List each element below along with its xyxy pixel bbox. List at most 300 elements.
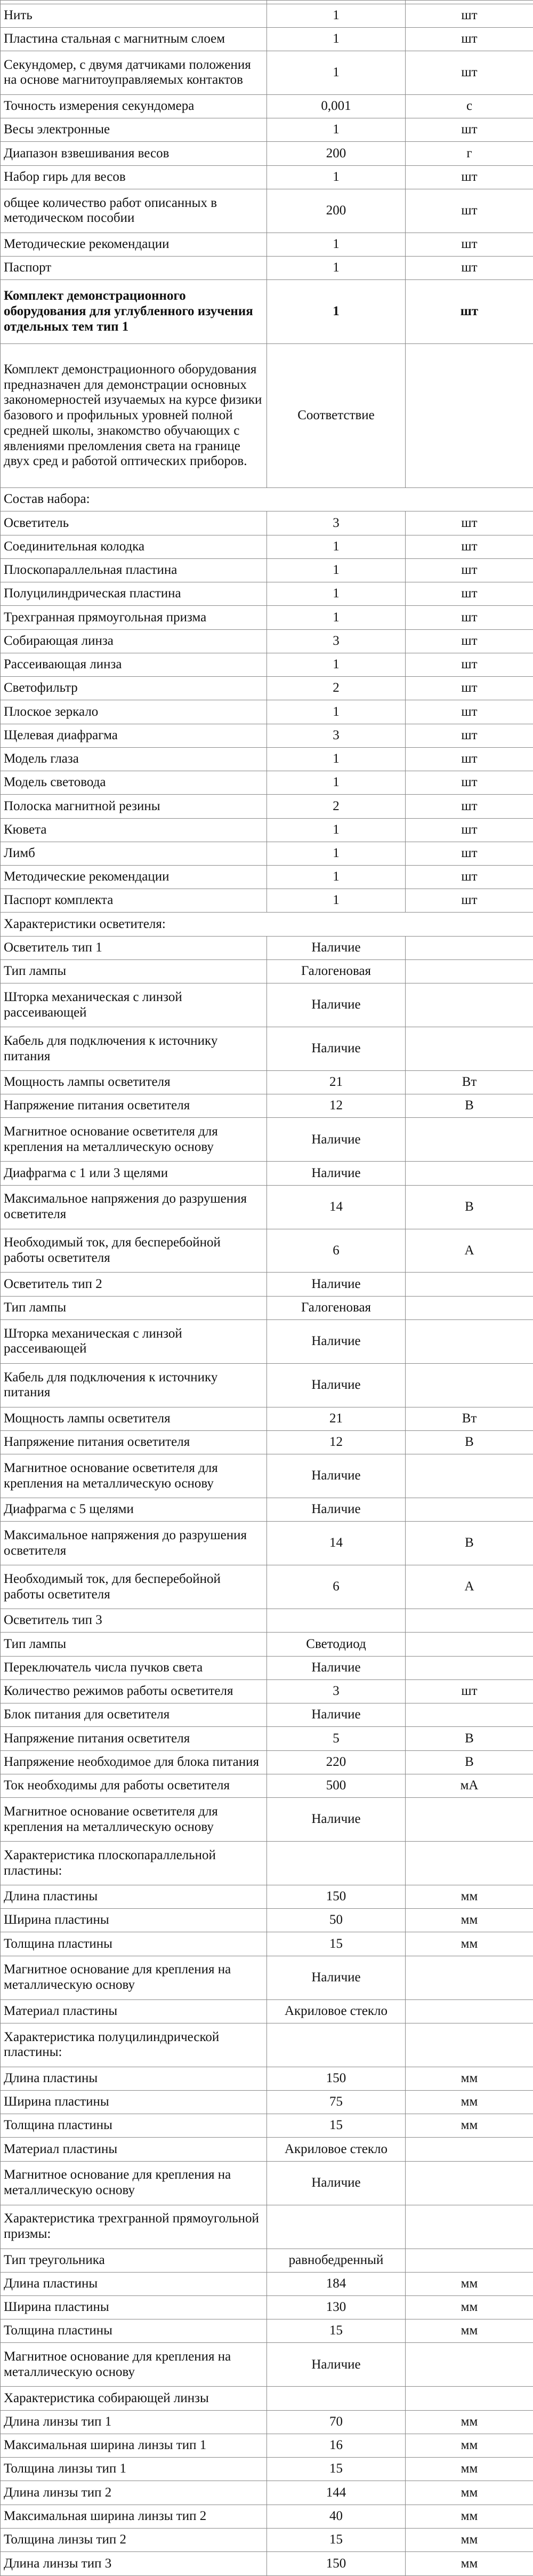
item-value-cell: 1	[267, 818, 406, 842]
item-name-cell: Магнитное основание осветителя для крепления на металлическую основу	[1, 1798, 267, 1842]
item-value-cell: Светодиод	[267, 1633, 406, 1656]
item-name-cell: Диафрагма с 1 или 3 щелями	[1, 1162, 267, 1185]
table-row	[1, 257, 533, 280]
item-unit-cell	[406, 1842, 533, 1885]
item-name-cell: Магнитное основание осветителя для крепления на металлическую основу	[1, 1118, 267, 1162]
table-row	[1, 1296, 533, 1319]
item-unit-cell: мм	[406, 2090, 533, 2114]
item-value-cell: Наличие	[267, 1798, 406, 1842]
item-name-cell: Соединительная колодка	[1, 535, 267, 558]
item-unit-cell	[406, 2161, 533, 2205]
item-unit-cell: мм	[406, 2319, 533, 2343]
item-unit-cell: шт	[406, 27, 533, 51]
section-header-row	[1, 488, 533, 511]
table-row	[1, 936, 533, 959]
item-value-cell: Наличие	[267, 2161, 406, 2205]
item-unit-cell	[406, 1798, 533, 1842]
item-value-cell: 1	[267, 51, 406, 95]
item-name-cell: Характеристика полуцилиндрической пластины:	[1, 2023, 267, 2067]
table-row	[1, 1932, 533, 1956]
table-row	[1, 1407, 533, 1430]
item-value-cell: 1	[267, 558, 406, 582]
table-row	[1, 2481, 533, 2505]
table-row	[1, 747, 533, 771]
table-row	[1, 1363, 533, 1407]
item-unit-cell: мм	[406, 2552, 533, 2576]
table-row	[1, 233, 533, 256]
table-row	[1, 2552, 533, 2576]
item-name-cell: Осветитель тип 3	[1, 1609, 267, 1633]
item-name-cell: Секундомер, с двумя датчиками положения на основе магнитоуправляемых контактов	[1, 51, 267, 95]
table-row	[1, 1454, 533, 1498]
item-name-cell: Комплект демонстрационного оборудования для углубленного изучения отдельных тем тип 1	[1, 280, 267, 344]
item-value-cell: Наличие	[267, 1319, 406, 1363]
item-value-cell: Наличие	[267, 2343, 406, 2387]
table-row	[1, 511, 533, 535]
item-name-cell: Толщина пластины	[1, 1932, 267, 1956]
item-name-cell: Магнитное основание для крепления на металлическую основу	[1, 1956, 267, 1999]
table-row	[1, 2458, 533, 2481]
item-name-cell: Паспорт	[1, 257, 267, 280]
table-row	[1, 142, 533, 165]
item-unit-cell: мм	[406, 2528, 533, 2551]
item-value-cell: Наличие	[267, 1454, 406, 1498]
item-unit-cell	[406, 1656, 533, 1679]
item-name-cell: Паспорт комплекта	[1, 889, 267, 913]
table-row	[1, 2249, 533, 2272]
table-row	[1, 4, 533, 27]
item-name-cell: Кабель для подключения к источнику питания	[1, 1027, 267, 1071]
table-row	[1, 1273, 533, 1296]
item-unit-cell	[406, 1027, 533, 1071]
item-value-cell: 1	[267, 606, 406, 629]
item-unit-cell	[406, 1363, 533, 1407]
section-header-cell: Состав набора:	[1, 488, 533, 511]
table-row	[1, 1750, 533, 1774]
table-row	[1, 2090, 533, 2114]
item-value-cell: Наличие	[267, 936, 406, 959]
table-row	[1, 2161, 533, 2205]
item-unit-cell: шт	[406, 558, 533, 582]
table-row	[1, 1909, 533, 1932]
item-name-cell: Тип лампы	[1, 1633, 267, 1656]
item-unit-cell	[406, 1118, 533, 1162]
item-name-cell: Длина пластины	[1, 2067, 267, 2090]
table-row	[1, 27, 533, 51]
table-row	[1, 2205, 533, 2249]
specification-table-body	[1, 1, 533, 2576]
table-row	[1, 2505, 533, 2528]
item-name-cell: Полоска магнитной резины	[1, 795, 267, 818]
table-row	[1, 1565, 533, 1609]
item-unit-cell	[406, 1162, 533, 1185]
item-value-cell: 15	[267, 2319, 406, 2343]
item-name-cell: Трехгранная прямоугольная призма	[1, 606, 267, 629]
item-unit-cell	[406, 1703, 533, 1727]
table-row	[1, 2343, 533, 2387]
item-unit-cell: шт	[406, 582, 533, 606]
item-value-cell: 15	[267, 2458, 406, 2481]
table-row	[1, 629, 533, 653]
item-unit-cell	[406, 343, 533, 487]
table-row	[1, 582, 533, 606]
item-unit-cell	[406, 2343, 533, 2387]
item-unit-cell	[406, 936, 533, 959]
item-unit-cell	[406, 1609, 533, 1633]
table-row	[1, 724, 533, 747]
item-unit-cell: шт	[406, 4, 533, 27]
item-value-cell: 1	[267, 653, 406, 676]
item-unit-cell: шт	[406, 165, 533, 189]
table-row	[1, 818, 533, 842]
section-header-cell: Характеристики осветителя:	[1, 913, 533, 936]
item-name-cell: Рассеивающая линза	[1, 653, 267, 676]
table-row	[1, 1071, 533, 1094]
item-value-cell: 500	[267, 1774, 406, 1797]
item-unit-cell: мм	[406, 2458, 533, 2481]
item-unit-cell	[406, 2138, 533, 2161]
item-name-cell: Шторка механическая с линзой рассеивающей	[1, 983, 267, 1027]
item-name-cell: Блок питания для осветителя	[1, 1703, 267, 1727]
item-value-cell: 3	[267, 1679, 406, 1703]
item-name-cell: Мощность лампы осветителя	[1, 1071, 267, 1094]
item-value-cell: 21	[267, 1407, 406, 1430]
item-value-cell: 1	[267, 865, 406, 889]
item-unit-cell: мм	[406, 1885, 533, 1908]
item-name-cell: Модель глаза	[1, 747, 267, 771]
item-name-cell: Набор гирь для весов	[1, 165, 267, 189]
item-unit-cell	[406, 959, 533, 983]
item-unit-cell: шт	[406, 535, 533, 558]
item-value-cell: 1	[267, 27, 406, 51]
item-name-cell: Толщина линзы тип 1	[1, 2458, 267, 2481]
item-name-cell: Длина линзы тип 2	[1, 2481, 267, 2505]
item-unit-cell: А	[406, 1229, 533, 1273]
item-unit-cell: мм	[406, 2481, 533, 2505]
item-value-cell: 21	[267, 1071, 406, 1094]
item-name-cell: Длина пластины	[1, 1885, 267, 1908]
item-name-cell: Напряжение питания осветителя	[1, 1094, 267, 1118]
table-row	[1, 1999, 533, 2023]
item-value-cell: 6	[267, 1565, 406, 1609]
item-unit-cell: шт	[406, 118, 533, 142]
item-value-cell: 200	[267, 189, 406, 233]
item-value-cell	[267, 2387, 406, 2410]
item-unit-cell: шт	[406, 257, 533, 280]
item-name-cell: Магнитное основание осветителя для крепления на металлическую основу	[1, 1454, 267, 1498]
item-value-cell: 15	[267, 1932, 406, 1956]
item-unit-cell	[406, 1956, 533, 1999]
item-name-cell: Характеристика плоскопараллельной пластины:	[1, 1842, 267, 1885]
item-name-cell: Характеристика собирающей линзы	[1, 2387, 267, 2410]
table-row	[1, 189, 533, 233]
table-row	[1, 1094, 533, 1118]
table-row	[1, 1162, 533, 1185]
item-value-cell: 3	[267, 629, 406, 653]
item-unit-cell: шт	[406, 51, 533, 95]
item-value-cell: Галогеновая	[267, 1296, 406, 1319]
section-header-row	[1, 913, 533, 936]
item-value-cell: Наличие	[267, 983, 406, 1027]
item-unit-cell	[406, 1454, 533, 1498]
table-row	[1, 2319, 533, 2343]
item-unit-cell: шт	[406, 677, 533, 700]
item-value-cell: 130	[267, 2296, 406, 2319]
table-row	[1, 1633, 533, 1656]
table-row	[1, 2410, 533, 2434]
item-value-cell: Наличие	[267, 1273, 406, 1296]
item-value-cell: 14	[267, 1185, 406, 1229]
item-value-cell: 1	[267, 582, 406, 606]
table-row	[1, 2387, 533, 2410]
item-unit-cell: шт	[406, 189, 533, 233]
item-name-cell: Ширина пластины	[1, 2296, 267, 2319]
table-row	[1, 1774, 533, 1797]
item-unit-cell: шт	[406, 795, 533, 818]
item-unit-cell: шт	[406, 818, 533, 842]
table-row	[1, 118, 533, 142]
item-unit-cell	[406, 2249, 533, 2272]
item-value-cell: 150	[267, 1885, 406, 1908]
table-row	[1, 1319, 533, 1363]
item-value-cell: Наличие	[267, 1363, 406, 1407]
item-name-cell: Модель световода	[1, 771, 267, 795]
table-row	[1, 2272, 533, 2295]
item-value-cell: 150	[267, 2067, 406, 2090]
item-name-cell: Кабель для подключения к источнику питания	[1, 1363, 267, 1407]
item-unit-cell: шт	[406, 1679, 533, 1703]
item-name-cell: Кювета	[1, 818, 267, 842]
item-name-cell: Максимальная ширина линзы тип 1	[1, 2434, 267, 2457]
item-name-cell: Максимальное напряжения до разрушения осветителя	[1, 1522, 267, 1565]
item-value-cell: 2	[267, 795, 406, 818]
item-unit-cell	[406, 1319, 533, 1363]
item-value-cell: Наличие	[267, 1027, 406, 1071]
item-name-cell: Толщина пластины	[1, 2114, 267, 2138]
table-row	[1, 842, 533, 865]
item-name-cell: Характеристика трехгранной прямоугольной призмы:	[1, 2205, 267, 2249]
item-name-cell: Комплект демонстрационного оборудования предназначен для демонстрации основных закономерностей изучаемых на курсе физики базового и профильных уровней полной средней школы, знакомство обучающих с явлениями преломления света на границе двух сред и работой оптических приборов.	[1, 343, 267, 487]
item-unit-cell: мм	[406, 2114, 533, 2138]
item-unit-cell: мм	[406, 1909, 533, 1932]
item-name-cell: Необходимый ток, для бесперебойной работы осветителя	[1, 1229, 267, 1273]
item-name-cell: Напряжение питания осветителя	[1, 1431, 267, 1454]
item-value-cell: Акриловое стекло	[267, 1999, 406, 2023]
item-value-cell	[267, 1842, 406, 1885]
item-value-cell: Наличие	[267, 1498, 406, 1522]
item-name-cell: Переключатель числа пучков света	[1, 1656, 267, 1679]
item-value-cell: 15	[267, 2114, 406, 2138]
item-name-cell: Длина линзы тип 1	[1, 2410, 267, 2434]
table-row	[1, 1798, 533, 1842]
item-name-cell: Светофильтр	[1, 677, 267, 700]
table-row	[1, 343, 533, 487]
table-row	[1, 1842, 533, 1885]
item-value-cell: Акриловое стекло	[267, 2138, 406, 2161]
table-row	[1, 606, 533, 629]
item-value-cell: 70	[267, 2410, 406, 2434]
item-unit-cell: мА	[406, 1774, 533, 1797]
item-value-cell: 144	[267, 2481, 406, 2505]
item-value-cell: 1	[267, 165, 406, 189]
table-row	[1, 535, 533, 558]
item-unit-cell: Вт	[406, 1407, 533, 1430]
item-value-cell: Наличие	[267, 1656, 406, 1679]
item-name-cell: Максимальное напряжения до разрушения осветителя	[1, 1185, 267, 1229]
item-name-cell: Точность измерения секундомера	[1, 94, 267, 118]
item-unit-cell: шт	[406, 771, 533, 795]
table-row	[1, 1229, 533, 1273]
table-row	[1, 280, 533, 344]
item-value-cell: 1	[267, 747, 406, 771]
table-row	[1, 558, 533, 582]
item-value-cell: 150	[267, 2552, 406, 2576]
table-row	[1, 1498, 533, 1522]
table-row	[1, 700, 533, 724]
table-row	[1, 2434, 533, 2457]
item-value-cell: 1	[267, 257, 406, 280]
item-name-cell: Диафрагма с 5 щелями	[1, 1498, 267, 1522]
item-name-cell: Необходимый ток, для бесперебойной работы осветителя	[1, 1565, 267, 1609]
item-name-cell: Осветитель	[1, 511, 267, 535]
table-row	[1, 1185, 533, 1229]
table-row	[1, 2296, 533, 2319]
item-name-cell: Щелевая диафрагма	[1, 724, 267, 747]
item-unit-cell: В	[406, 1094, 533, 1118]
item-name-cell: Материал пластины	[1, 2138, 267, 2161]
item-unit-cell: шт	[406, 280, 533, 344]
item-name-cell: Длина пластины	[1, 2272, 267, 2295]
item-name-cell: Полуцилиндрическая пластина	[1, 582, 267, 606]
item-value-cell: равнобедренный	[267, 2249, 406, 2272]
item-value-cell: Наличие	[267, 1118, 406, 1162]
item-unit-cell: В	[406, 1750, 533, 1774]
item-name-cell: Тип лампы	[1, 1296, 267, 1319]
item-unit-cell: мм	[406, 2296, 533, 2319]
item-value-cell: 1	[267, 842, 406, 865]
table-row	[1, 1703, 533, 1727]
item-value-cell: Наличие	[267, 1703, 406, 1727]
item-unit-cell: мм	[406, 2434, 533, 2457]
item-name-cell: Осветитель тип 1	[1, 936, 267, 959]
item-value-cell: 40	[267, 2505, 406, 2528]
item-unit-cell	[406, 2205, 533, 2249]
item-name-cell: Плоское зеркало	[1, 700, 267, 724]
item-unit-cell	[406, 1273, 533, 1296]
item-name-cell: Плоскопараллельная пластина	[1, 558, 267, 582]
item-name-cell: Тип лампы	[1, 959, 267, 983]
item-value-cell: 2	[267, 677, 406, 700]
item-value-cell: 5	[267, 1727, 406, 1750]
item-unit-cell: В	[406, 1185, 533, 1229]
table-row	[1, 1118, 533, 1162]
item-value-cell: 12	[267, 1431, 406, 1454]
table-row	[1, 2528, 533, 2551]
table-row	[1, 865, 533, 889]
item-unit-cell: шт	[406, 233, 533, 256]
item-unit-cell	[406, 1999, 533, 2023]
item-value-cell: 1	[267, 700, 406, 724]
table-row	[1, 795, 533, 818]
item-name-cell: Ширина пластины	[1, 2090, 267, 2114]
item-value-cell: 0,001	[267, 94, 406, 118]
item-name-cell: Шторка механическая с линзой рассеивающей	[1, 1319, 267, 1363]
item-value-cell	[267, 2023, 406, 2067]
item-name-cell: Осветитель тип 2	[1, 1273, 267, 1296]
item-unit-cell: г	[406, 142, 533, 165]
table-row	[1, 1522, 533, 1565]
item-name-cell: Длина линзы тип 3	[1, 2552, 267, 2576]
table-row	[1, 51, 533, 95]
item-unit-cell	[406, 983, 533, 1027]
item-unit-cell: шт	[406, 700, 533, 724]
table-row	[1, 1956, 533, 1999]
table-row	[1, 653, 533, 676]
item-unit-cell	[406, 1498, 533, 1522]
item-unit-cell: шт	[406, 606, 533, 629]
item-unit-cell: В	[406, 1727, 533, 1750]
item-name-cell: Напряжение необходимое для блока питания	[1, 1750, 267, 1774]
item-unit-cell: шт	[406, 842, 533, 865]
item-value-cell: 1	[267, 233, 406, 256]
item-value-cell: 3	[267, 724, 406, 747]
item-unit-cell: с	[406, 94, 533, 118]
item-unit-cell: шт	[406, 889, 533, 913]
item-name-cell: Нить	[1, 4, 267, 27]
item-unit-cell: мм	[406, 2410, 533, 2434]
item-unit-cell: мм	[406, 2505, 533, 2528]
item-unit-cell: шт	[406, 747, 533, 771]
table-row	[1, 165, 533, 189]
table-row	[1, 771, 533, 795]
item-value-cell: 6	[267, 1229, 406, 1273]
item-unit-cell: шт	[406, 629, 533, 653]
item-name-cell: Собирающая линза	[1, 629, 267, 653]
item-unit-cell	[406, 1633, 533, 1656]
table-row	[1, 889, 533, 913]
table-row	[1, 983, 533, 1027]
item-name-cell: Максимальная ширина линзы тип 2	[1, 2505, 267, 2528]
item-unit-cell: В	[406, 1431, 533, 1454]
item-value-cell: Соответствие	[267, 343, 406, 487]
item-unit-cell: мм	[406, 1932, 533, 1956]
item-name-cell: Весы электронные	[1, 118, 267, 142]
item-value-cell: 15	[267, 2528, 406, 2551]
table-row	[1, 2138, 533, 2161]
table-row	[1, 1885, 533, 1908]
table-row	[1, 1609, 533, 1633]
item-name-cell: Тип треугольника	[1, 2249, 267, 2272]
table-row	[1, 94, 533, 118]
item-name-cell: Лимб	[1, 842, 267, 865]
item-name-cell: Количество режимов работы осветителя	[1, 1679, 267, 1703]
item-value-cell: 75	[267, 2090, 406, 2114]
item-name-cell: Методические рекомендации	[1, 865, 267, 889]
item-value-cell: 3	[267, 511, 406, 535]
item-name-cell: Мощность лампы осветителя	[1, 1407, 267, 1430]
item-unit-cell	[406, 1296, 533, 1319]
item-value-cell: Наличие	[267, 1956, 406, 1999]
item-unit-cell: шт	[406, 511, 533, 535]
item-name-cell: Ток необходимы для работы осветителя	[1, 1774, 267, 1797]
item-name-cell: Диапазон взвешивания весов	[1, 142, 267, 165]
item-name-cell: Магнитное основание для крепления на металлическую основу	[1, 2161, 267, 2205]
item-value-cell: 1	[267, 4, 406, 27]
item-name-cell: Материал пластины	[1, 1999, 267, 2023]
item-value-cell: 220	[267, 1750, 406, 1774]
item-value-cell: 16	[267, 2434, 406, 2457]
table-row	[1, 1727, 533, 1750]
